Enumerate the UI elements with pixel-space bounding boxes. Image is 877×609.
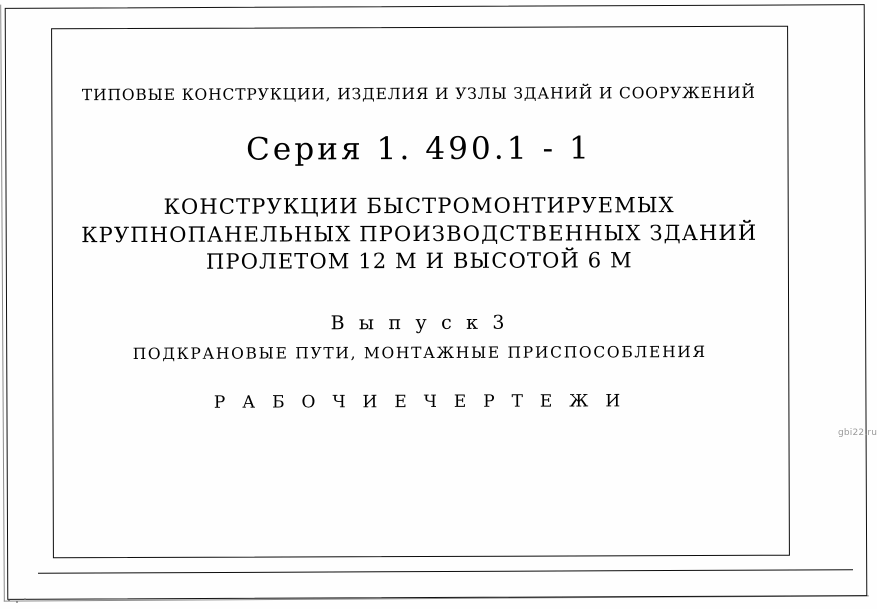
- document-title: [52, 192, 787, 278]
- issue-subtitle: ПОДКРАНОВЫЕ ПУТИ, МОНТАЖНЫЕ ПРИСПОСОБЛЕНИЯ: [132, 343, 707, 364]
- issue-number: В ы п у с к 3: [330, 311, 509, 335]
- document-type: Р А Б О Ч И Е Ч Е Р Т Е Ж И: [213, 391, 626, 413]
- title-line-3: ПРОЛЕТОМ 12 М И ВЫСОТОЙ 6 М: [205, 248, 633, 275]
- document-category-header: ТИПОВЫЕ КОНСТРУКЦИИ, ИЗДЕЛИЯ И УЗЛЫ ЗДАНИЙ И СООРУЖЕНИЙ: [81, 83, 756, 105]
- watermark-text: gbi22.ru: [838, 428, 877, 438]
- series-number: Серия 1. 490.1 - 1: [246, 130, 593, 168]
- title-line-2: КРУПНОПАНЕЛЬНЫХ ПРОИЗВОДСТВЕННЫХ ЗДАНИЙ: [81, 220, 758, 247]
- title-page-content: [51, 26, 788, 557]
- scan-artifact: [6, 596, 32, 605]
- title-line-1: КОНСТРУКЦИИ БЫСТРОМОНТИРУЕМЫХ: [163, 193, 675, 219]
